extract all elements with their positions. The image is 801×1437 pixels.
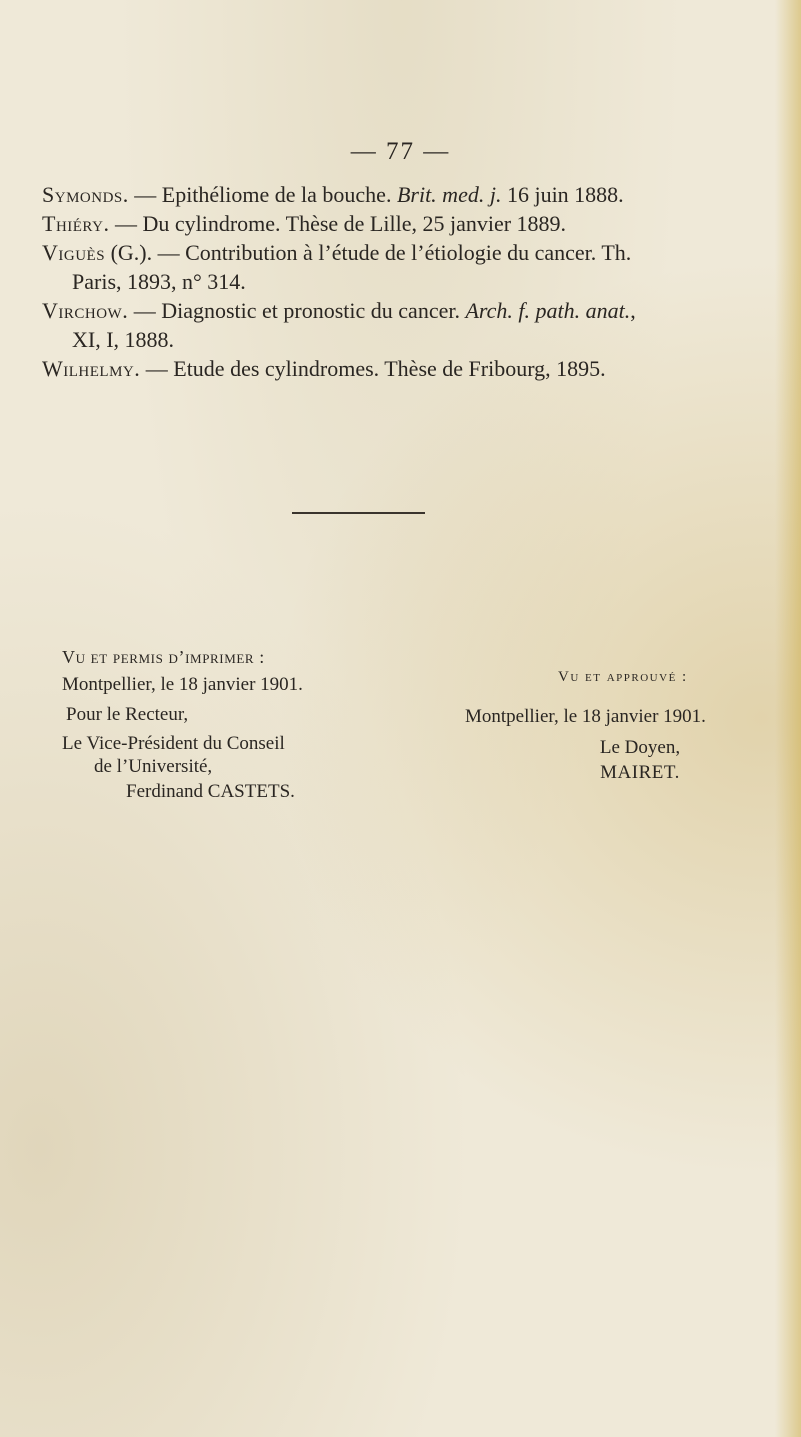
entry-author: Viguès [42, 240, 106, 265]
entry-author: Thiéry. [42, 211, 110, 236]
entry-text: — Du cylindrome. Thèse de Lille, 25 janvier 1889. [109, 211, 567, 236]
approval-place-date: Montpellier, le 18 janvier 1901. [465, 706, 706, 727]
bibliography-entry [42, 209, 782, 238]
entry-text-after: 16 juin 1888. [501, 182, 624, 207]
bibliography-entry [42, 180, 782, 209]
entry-continuation: Paris, 1893, n° 314. [72, 269, 246, 294]
entry-author: Virchow. [42, 298, 129, 323]
approval-heading: Vu et approuvé : [558, 669, 688, 685]
entry-text: — Etude des cylindromes. Thèse de Fribourg, 1895. [140, 356, 606, 381]
bibliography-entry [42, 296, 782, 354]
section-divider [292, 512, 425, 514]
entry-text-after: , [630, 298, 636, 323]
bibliography-entry [42, 238, 782, 296]
imprimatur-for-rector: Pour le Recteur, [66, 704, 189, 725]
entry-journal: Brit. med. j. [396, 182, 502, 207]
imprimatur-left [62, 646, 303, 803]
page-number: — 77 — [350, 138, 451, 165]
imprimatur-signatory: Ferdinand CASTETS. [126, 781, 295, 802]
imprimatur-right [465, 666, 775, 784]
entry-text: (G.). — Contribution à l’étude de l’étiologie du cancer. Th. [105, 240, 632, 265]
imprimatur-university: de l’Université, [94, 756, 213, 777]
bibliography-entry [42, 354, 782, 383]
entry-continuation: XI, I, 1888. [72, 327, 175, 352]
approval-signatory: MAIRET. [600, 762, 680, 783]
entry-journal: Arch. f. path. anat. [465, 298, 631, 323]
entry-text: — Diagnostic et pronostic du cancer. [128, 298, 466, 323]
entry-author: Wilhelmy. [42, 356, 141, 381]
imprimatur-place-date: Montpellier, le 18 janvier 1901. [62, 674, 303, 695]
imprimatur-heading: Vu et permis d’imprimer : [62, 647, 265, 667]
approval-role: Le Doyen, [599, 737, 681, 758]
entry-text: — Epithéliome de la bouche. [128, 182, 397, 207]
bibliography-list [42, 180, 782, 383]
entry-author: Symonds. [42, 182, 129, 207]
imprimatur-vice-president: Le Vice-Président du Conseil [62, 733, 285, 754]
